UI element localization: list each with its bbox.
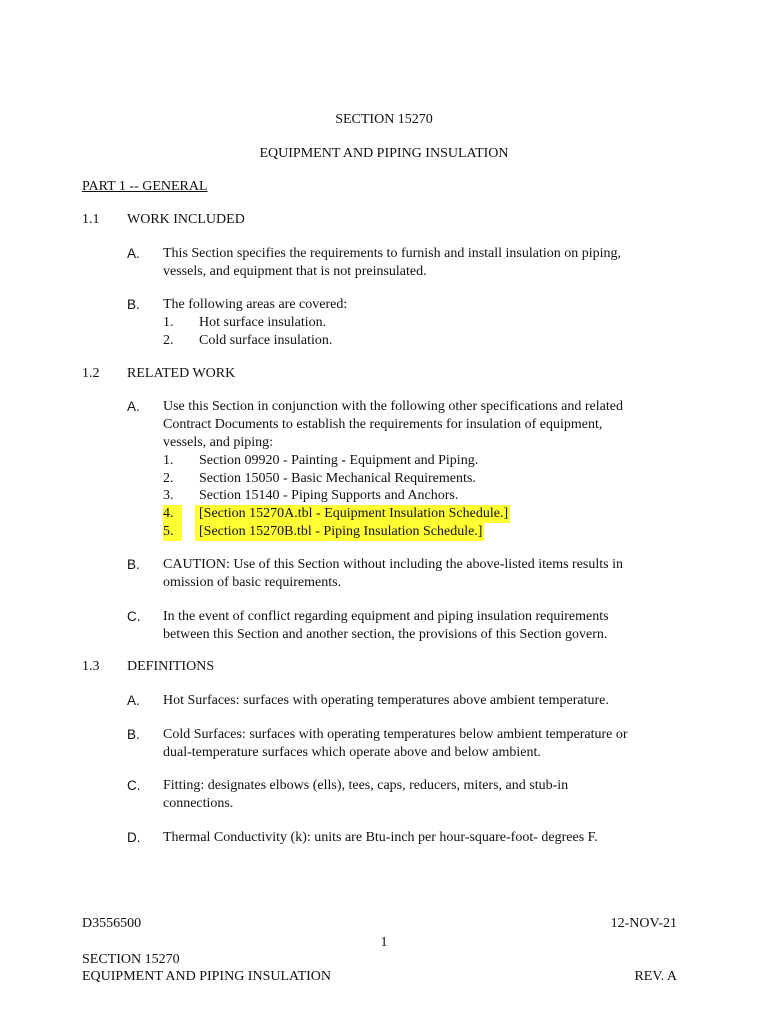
paragraph-letter: A. — [127, 693, 140, 708]
list-number: 3. — [163, 488, 174, 503]
list-number: 1. — [163, 453, 174, 468]
paragraph-letter: D. — [127, 830, 141, 845]
footer-page-number: 1 — [380, 935, 388, 950]
article-title: DEFINITIONS — [127, 659, 215, 674]
list-number-highlighted: 4. — [163, 505, 182, 523]
paragraph-letter: B. — [127, 557, 140, 572]
article-number: 1.2 — [82, 366, 100, 381]
article-title: WORK INCLUDED — [127, 212, 245, 227]
paragraph-letter: B. — [127, 297, 140, 312]
paragraph-text: Thermal Conductivity (k): units are Btu-inch per hour-square-foot- degrees F. — [163, 830, 598, 845]
paragraph-line: In the event of conflict regarding equipment and piping insulation requirements — [163, 609, 609, 624]
article-title: RELATED WORK — [127, 366, 236, 381]
paragraph-line: vessels, and equipment that is not preinsulated. — [163, 264, 427, 279]
paragraph-text: The following areas are covered: — [163, 297, 348, 312]
list-item: Section 15050 - Basic Mechanical Requirements. — [199, 471, 476, 486]
paragraph-line: CAUTION: Use of this Section without including the above-listed items results in — [163, 557, 623, 572]
list-number: 1. — [163, 315, 174, 330]
paragraph-letter: C. — [127, 778, 141, 793]
paragraph-letter: C. — [127, 609, 141, 624]
list-item: Cold surface insulation. — [199, 333, 333, 348]
paragraph-line: Contract Documents to establish the requirements for insulation of equipment, — [163, 417, 603, 432]
list-number-highlighted: 5. — [163, 523, 182, 541]
paragraph-line: omission of basic requirements. — [163, 575, 342, 590]
footer-revision: REV. A — [634, 969, 677, 984]
paragraph-text — [163, 726, 628, 762]
list-number: 2. — [163, 333, 174, 348]
list-item: Section 09920 - Painting - Equipment and Piping. — [199, 453, 479, 468]
paragraph-text — [163, 608, 609, 644]
paragraph-text — [163, 245, 621, 281]
footer-date: 12-NOV-21 — [610, 916, 677, 931]
paragraph-letter: A. — [127, 246, 140, 261]
paragraph-line: between this Section and another section, the provisions of this Section govern. — [163, 627, 608, 642]
paragraph-text — [163, 398, 623, 452]
article-number: 1.3 — [82, 659, 100, 674]
footer-section: SECTION 15270 — [82, 952, 180, 967]
paragraph-line: dual-temperature surfaces which operate above and below ambient. — [163, 745, 541, 760]
paragraph-line: Cold Surfaces: surfaces with operating temperatures below ambient temperature or — [163, 727, 628, 742]
article-number: 1.1 — [82, 212, 100, 227]
paragraph-text: Hot Surfaces: surfaces with operating temperatures above ambient temperature. — [163, 693, 609, 708]
paragraph-line: Use this Section in conjunction with the following other specifications and related — [163, 399, 623, 414]
paragraph-letter: A. — [127, 399, 140, 414]
list-item-highlighted: [Section 15270A.tbl - Equipment Insulation Schedule.] — [195, 505, 510, 523]
list-number: 2. — [163, 471, 174, 486]
paragraph-line: connections. — [163, 796, 234, 811]
paragraph-line: Fitting: designates elbows (ells), tees, caps, reducers, miters, and stub-in — [163, 778, 569, 793]
paragraph-text — [163, 556, 623, 592]
part-heading: PART 1 -- GENERAL — [82, 179, 208, 194]
list-item: Section 15140 - Piping Supports and Anchors. — [199, 488, 459, 503]
paragraph-line: This Section specifies the requirements to furnish and install insulation on piping, — [163, 246, 622, 261]
list-item: Hot surface insulation. — [199, 315, 327, 330]
paragraph-letter: B. — [127, 727, 140, 742]
list-item-highlighted: [Section 15270B.tbl - Piping Insulation Schedule.] — [195, 523, 484, 541]
footer-doc-id: D3556500 — [82, 916, 142, 931]
paragraph-line: vessels, and piping: — [163, 435, 274, 450]
paragraph-text — [163, 777, 568, 813]
section-title: EQUIPMENT AND PIPING INSULATION — [259, 146, 509, 161]
section-number: SECTION 15270 — [335, 112, 433, 127]
footer-title: EQUIPMENT AND PIPING INSULATION — [82, 969, 332, 984]
